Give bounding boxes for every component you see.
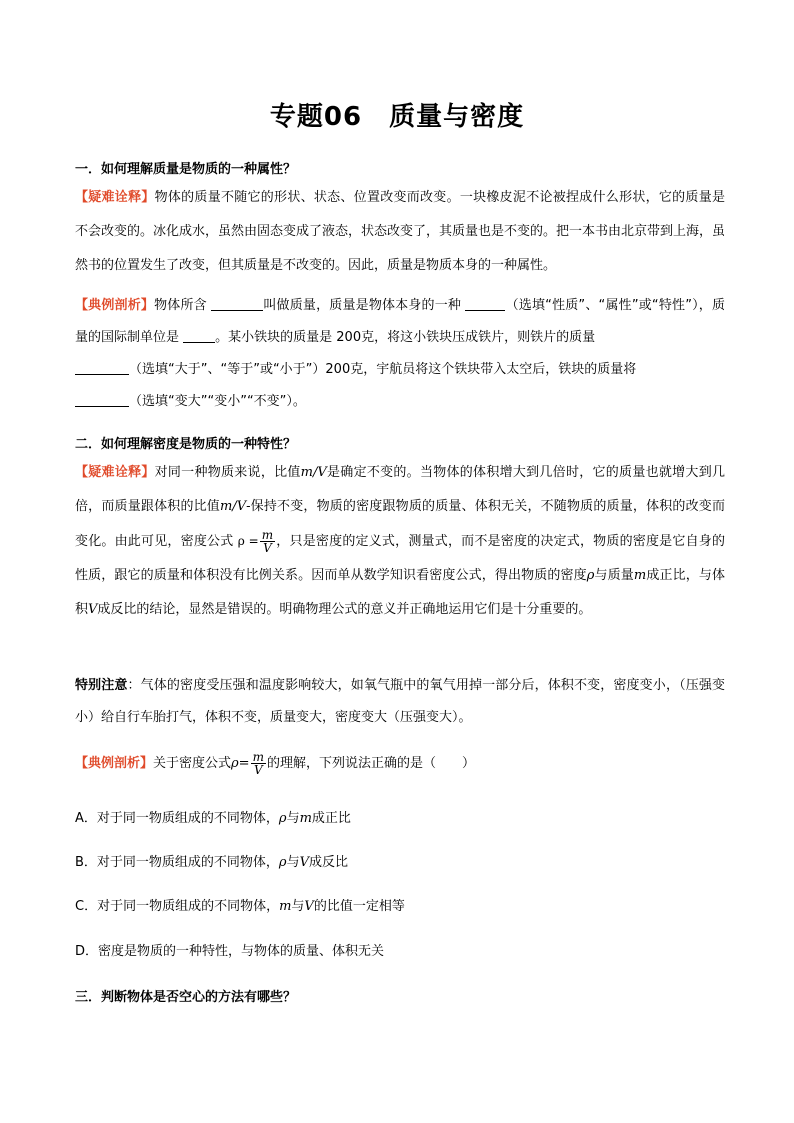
- answer-blank[interactable]: [75, 360, 129, 375]
- density-formula: ρ = $\frac{m}{V}$: [237, 527, 274, 555]
- explain-tag: 【疑难诠释】: [75, 190, 155, 205]
- section3-heading: 三．判断物体是否空心的方法有哪些？: [75, 990, 297, 1005]
- explain-text: 与质量: [594, 568, 634, 583]
- section2-heading: 二．如何理解密度是物质的一种特性？: [75, 437, 297, 452]
- answer-blank[interactable]: [465, 296, 505, 311]
- page-title: 专题06 质量与密度: [269, 102, 525, 132]
- ratio-expression: m/V: [300, 465, 327, 480]
- explain-text: 物体的质量不随它的形状、状态、位置改变而改变。一块橡皮泥不论被捏成什么形状，它的质量是不会改变的。冰化成水，虽然由固态变成了液态，状态改变了，其质量也是不变的。把一本书由北京带到上海，虽然书的位置发生了改变，但其质量是不改变的。因此，质量是物质本身的一种属性。: [75, 190, 726, 273]
- section1-heading: 一．如何理解质量是物质的一种属性？: [75, 162, 297, 177]
- formula-fraction: $\frac{m}{V}$: [252, 750, 264, 777]
- example-tag: 【典例剖析】: [75, 298, 155, 313]
- explain-text: ，只是密度的定义式，测量式，而不是密度的决定式，物质的密度是它自身的性质，跟它的质量和体积没有比例关系。因而单从数学知识看密度公式，得出物质的密度: [75, 534, 725, 583]
- explain-text: 对同一种物质来说，比值: [154, 465, 301, 480]
- note-text: ：气体的密度受压强和温度影响较大，如氧气瓶中的氧气用掉一部分后，体积不变，密度变小，（压强变小）给自行车胎打气，体积不变，质量变大，密度变大（压强变大）。: [75, 678, 725, 725]
- question-text: 关于密度公式: [153, 756, 232, 771]
- example-tag: 【典例剖析】: [75, 756, 154, 771]
- explain-text: 是确定不变的。当物体的体积增大到几倍时，它的质量也就增大到几倍，而质量跟体积的比值: [75, 465, 725, 514]
- option-a[interactable]: A．对于同一物质组成的不同物体，ρ与m成正比: [75, 811, 351, 826]
- option-b[interactable]: B．对于同一物质组成的不同物体，ρ与V成反比: [75, 855, 348, 870]
- explain-text: 成反比的结论，显然是错误的。明确物理公式的意义并正确地运用它们是十分重要的。: [97, 602, 592, 617]
- section1-example: [75, 290, 725, 418]
- example-text: 叫做质量，质量是物体本身的一种: [263, 298, 466, 313]
- example-text: 。某小铁块的质量是 200克，将这小铁块压成铁片，则铁片的质量: [215, 330, 596, 345]
- option-d[interactable]: D．密度是物质的一种特性，与物体的质量、体积无关: [75, 944, 385, 959]
- answer-blank[interactable]: [211, 296, 263, 311]
- section2-explanation: [75, 456, 725, 627]
- example-text: （选填“变大”“变小”“不变”）。: [129, 394, 306, 409]
- mass-symbol: m: [633, 568, 647, 583]
- rho-symbol: ρ=: [231, 756, 250, 771]
- option-c[interactable]: C．对于同一物质组成的不同物体，m与V的比值一定相等: [75, 899, 405, 914]
- ratio-expression: m/V: [219, 499, 247, 514]
- explain-text: -保持不变，物质的密度跟物质的质量、体积无关，不随物质的质量，体积的改变而变化。由此可见，密度公式: [75, 499, 725, 549]
- example-text: 物体所含: [154, 298, 212, 313]
- volume-symbol: V: [88, 602, 98, 617]
- explain-text: 成正比，与体积: [75, 568, 725, 617]
- section1-explanation: [75, 181, 725, 283]
- special-note: [75, 670, 725, 734]
- rho-symbol: ρ: [586, 568, 595, 583]
- example-text: （选填“大于”、“等于”或“小于”）200克，宇航员将这个铁块带入太空后，铁块的质量将: [129, 362, 637, 377]
- explain-tag: 【疑难诠释】: [75, 465, 155, 480]
- answer-blank[interactable]: [75, 392, 129, 407]
- section2-example: [75, 748, 725, 780]
- note-label: 特别注意: [75, 678, 128, 693]
- question-text: 的理解，下列说法正确的是（ ）: [266, 756, 475, 771]
- answer-blank[interactable]: [183, 328, 215, 343]
- example-text: （选填“性质”、“属性”或“特性”），质量的国际制单位是: [75, 298, 725, 345]
